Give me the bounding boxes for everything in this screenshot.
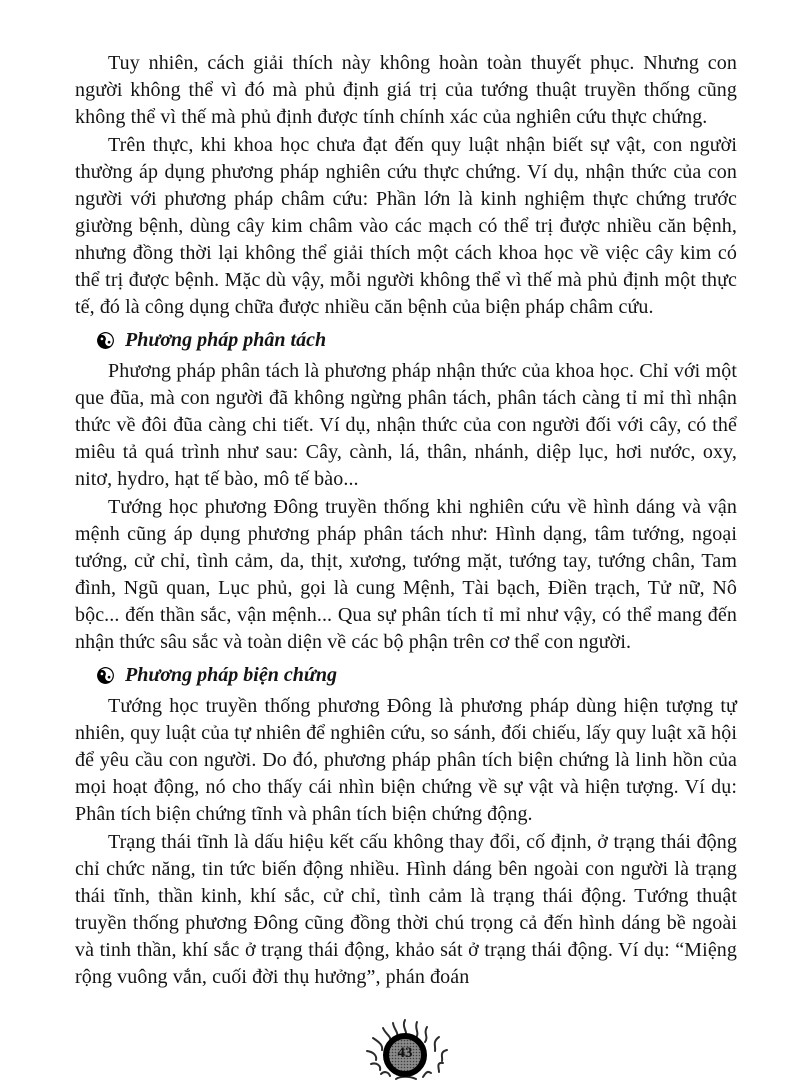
flaming-pearl-ornament bbox=[358, 1018, 456, 1082]
paragraph: Tuy nhiên, cách giải thích này không hoàn toàn thuyết phục. Nhưng con người không thể vì đó mà phủ định giá trị của tướng thuật truyền thống cũng không thể vì thế mà phủ định được tính chính xác của nghiên cứu thực chứng. bbox=[75, 52, 737, 128]
section-heading-bien-chung bbox=[75, 662, 737, 689]
yin-yang-icon bbox=[97, 667, 114, 684]
text-block bbox=[75, 50, 737, 992]
paragraph: Trên thực, khi khoa học chưa đạt đến quy luật nhận biết sự vật, con người thường áp dụng phương pháp nghiên cứu thực chứng. Ví dụ, nhận thức của con người với phương pháp châm cứu: Phần lớn là kinh nghiệm thực chứng trước giường bệnh, dùng cây kim châm vào các mạch có thể trị được nhiều căn bệnh, nhưng đồng thời lại không thể giải thích một cách khoa học về việc cây kim có thể trị được bệnh. Mặc dù vậy, mỗi người không thể vì thế mà phủ định một thực tế, đó là công dụng chữa được nhiều căn bệnh của biện pháp châm cứu. bbox=[75, 134, 737, 318]
page-number: 43 bbox=[397, 1045, 413, 1061]
section-heading-label: Phương pháp biện chứng bbox=[125, 664, 337, 686]
paragraph: Trạng thái tĩnh là dấu hiệu kết cấu không thay đổi, cố định, ở trạng thái động chỉ chức năng, tin tức biến động nhiều. Hình dáng bên ngoài con người là trạng thái tĩnh, thần kinh, khí sắc, cử chỉ, tình cảm là trạng thái động. Tướng thuật truyền thống phương Đông cũng đồng thời chú trọng cả đến hình dáng bề ngoài và tinh thần, khí sắc ở trạng thái động, khảo sát ở trạng thái động. Ví dụ: “Miệng rộng vuông vắn, cuối đời thụ hưởng”, phán đoán bbox=[75, 831, 737, 988]
section-heading-phan-tach bbox=[75, 327, 737, 354]
yin-yang-icon bbox=[97, 332, 114, 349]
paragraph: Tướng học truyền thống phương Đông là phương pháp dùng hiện tượng tự nhiên, quy luật của tự nhiên để nghiên cứu, so sánh, đối chiếu, lấy quy luật xã hội để yêu cầu con người. Do đó, phương pháp phân tích biện chứng là linh hồn của mọi hoạt động, nó cho thấy cái nhìn biện chứng về sự vật và hiện tượng. Ví dụ: Phân tích biện chứng tĩnh và phân tích biện chứng động. bbox=[75, 695, 737, 825]
paragraph: Tướng học phương Đông truyền thống khi nghiên cứu về hình dáng và vận mệnh cũng áp dụng phương pháp phân tách như: Hình dạng, tâm tướng, ngoại tướng, cử chỉ, tình cảm, da, thịt, xương, tướng mặt, tướng tay, tướng chân, Tam đình, Ngũ quan, Lục phủ, gọi là cung Mệnh, Tài bạch, Điền trạch, Tử nữ, Nô bộc... đến thần sắc, vận mệnh... Qua sự phân tích tỉ mỉ như vậy, có thể mang đến nhận thức sâu sắc và toàn diện về các bộ phận trên cơ thể con người. bbox=[75, 496, 737, 653]
section-heading-label: Phương pháp phân tách bbox=[125, 329, 327, 351]
paragraph: Phương pháp phân tách là phương pháp nhận thức của khoa học. Chỉ với một que đũa, mà con người đã không ngừng phân tách, phân tách càng tỉ mỉ thì nhận thức về đôi đũa càng chi tiết. Ví dụ, nhận thức của con người đối với cây, có thể miêu tả quá trình như sau: Cây, cành, lá, thân, nhánh, diệp lục, hơi nước, oxy, nitơ, hydro, hạt tế bào, mô tế bào... bbox=[75, 360, 737, 490]
